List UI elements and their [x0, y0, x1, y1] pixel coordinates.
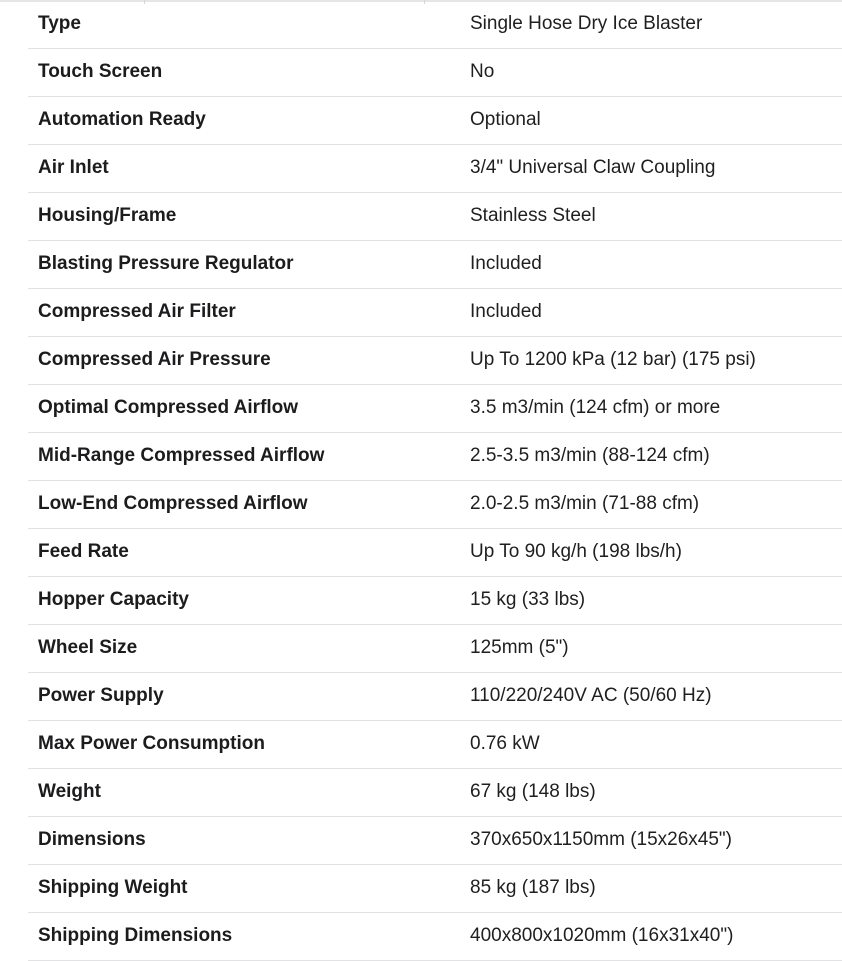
spec-label: Type	[28, 0, 470, 48]
spec-row-power-supply	[28, 672, 842, 720]
spec-row-shipping-weight	[28, 864, 842, 912]
spec-value: Optional	[470, 96, 842, 144]
spec-value: 67 kg (148 lbs)	[470, 768, 842, 816]
spec-value: 2.5-3.5 m3/min (88-124 cfm)	[470, 432, 842, 480]
spec-row-dimensions	[28, 816, 842, 864]
spec-label: Power Supply	[28, 672, 470, 720]
spec-value: 400x800x1020mm (16x31x40")	[470, 912, 842, 960]
spec-row-housing-frame	[28, 192, 842, 240]
spec-label: Feed Rate	[28, 528, 470, 576]
spec-label: Weight	[28, 768, 470, 816]
spec-value: 2.0-2.5 m3/min (71-88 cfm)	[470, 480, 842, 528]
spec-value: Up To 1200 kPa (12 bar) (175 psi)	[470, 336, 842, 384]
spec-row-weight	[28, 768, 842, 816]
spec-value: Included	[470, 288, 842, 336]
spec-label: Compressed Air Pressure	[28, 336, 470, 384]
spec-label: Blasting Pressure Regulator	[28, 240, 470, 288]
spec-row-automation-ready	[28, 96, 842, 144]
spec-label: Touch Screen	[28, 48, 470, 96]
spec-label: Dimensions	[28, 816, 470, 864]
spec-value: 3/4" Universal Claw Coupling	[470, 144, 842, 192]
spec-value: Up To 90 kg/h (198 lbs/h)	[470, 528, 842, 576]
spec-row-shipping-dimensions	[28, 912, 842, 960]
spec-row-feed-rate	[28, 528, 842, 576]
spec-value: 370x650x1150mm (15x26x45")	[470, 816, 842, 864]
spec-row-air-inlet	[28, 144, 842, 192]
spec-row-mid-range-compressed-airflow	[28, 432, 842, 480]
spec-label: Automation Ready	[28, 96, 470, 144]
spec-value: No	[470, 48, 842, 96]
spec-value: 110/220/240V AC (50/60 Hz)	[470, 672, 842, 720]
spec-row-compressed-air-pressure	[28, 336, 842, 384]
spec-label: Low-End Compressed Airflow	[28, 480, 470, 528]
spec-label: Hopper Capacity	[28, 576, 470, 624]
spec-row-max-power-consumption	[28, 720, 842, 768]
spec-value: 125mm (5")	[470, 624, 842, 672]
spec-value: 0.76 kW	[470, 720, 842, 768]
spec-row-blasting-pressure-regulator	[28, 240, 842, 288]
spec-label: Shipping Dimensions	[28, 912, 470, 960]
spec-label: Air Inlet	[28, 144, 470, 192]
spec-value: 85 kg (187 lbs)	[470, 864, 842, 912]
spec-label: Housing/Frame	[28, 192, 470, 240]
spec-row-touch-screen	[28, 48, 842, 96]
spec-label: Shipping Weight	[28, 864, 470, 912]
spec-label: Wheel Size	[28, 624, 470, 672]
spec-value: 15 kg (33 lbs)	[470, 576, 842, 624]
spec-row-type	[28, 0, 842, 48]
spec-row-wheel-size	[28, 624, 842, 672]
spec-label: Optimal Compressed Airflow	[28, 384, 470, 432]
specifications-table	[28, 0, 842, 961]
spec-row-low-end-compressed-airflow	[28, 480, 842, 528]
spec-row-optimal-compressed-airflow	[28, 384, 842, 432]
spec-row-compressed-air-filter	[28, 288, 842, 336]
spec-row-hopper-capacity	[28, 576, 842, 624]
spec-value: 3.5 m3/min (124 cfm) or more	[470, 384, 842, 432]
spec-value: Included	[470, 240, 842, 288]
spec-value: Stainless Steel	[470, 192, 842, 240]
spec-value: Single Hose Dry Ice Blaster	[470, 0, 842, 48]
specifications-table-body	[28, 0, 842, 960]
spec-label: Compressed Air Filter	[28, 288, 470, 336]
spec-label: Mid-Range Compressed Airflow	[28, 432, 470, 480]
spec-label: Max Power Consumption	[28, 720, 470, 768]
